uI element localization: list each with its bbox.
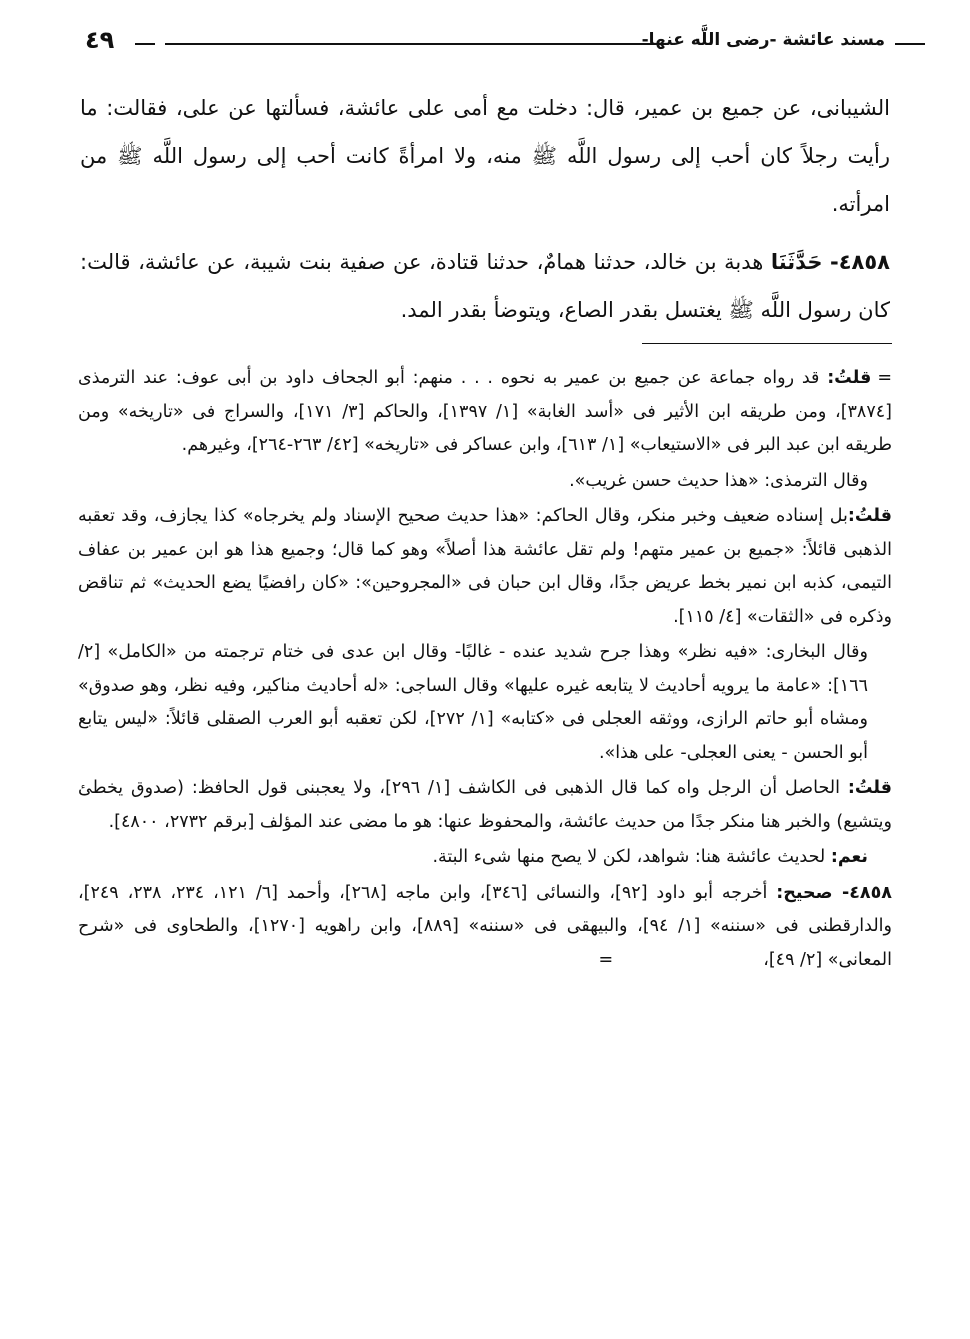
hadith-narration-word: حَدَّثَنَا xyxy=(770,250,823,274)
footnote-lead: قلتُ: xyxy=(847,506,892,526)
footnote-6 xyxy=(78,841,892,875)
footnote-text: الحاصل أن الرجل واه كما قال الذهبى فى الكاشف [١/ ٢٩٦]، ولا يعجبنى قول الحافظ: (صدوق يخطئ ويتشيع) والخبر هنا منكر جدًا من حديث عائشة، والمحفوظ عنها: هو ما مضى عند المؤلف [برقم ٢٧٣٢، ٤٨٠٠]. xyxy=(78,778,892,832)
footnote-lead: نعم: xyxy=(830,847,868,867)
footnote-text: أخرجه أبو داود [٩٢]، والنسائى [٣٤٦]، وابن ماجه [٢٦٨]، وأحمد [٦/ ١٢١، ٢٣٤، ٢٣٨، ٢٤٩]، والدارقطنى فى «سننه» [١/ ٩٤]، والبيهقى فى «سننه» [٨٨٩]، وابن راهويه [١٢٧٠]، والطحاوى فى «شرح المعانى» [٢/ ٤٩]، xyxy=(78,882,892,970)
footnote-divider xyxy=(642,343,892,344)
main-paragraph: الشيبانى، عن جميع بن عمير، قال: دخلت مع أمى على عائشة، فسألتها عن على، فقالت: ما رأيت رجلاً كان أحب إلى رسول اللَّه ﷺ منه، ولا امرأةً كانت أحب إلى رسول اللَّه ﷺ من امرأته. xyxy=(80,96,890,216)
continuation-mark: = xyxy=(877,368,892,388)
footnote-2 xyxy=(78,465,892,499)
hadith-number: ٤٨٥٨- xyxy=(830,250,890,274)
footnote-3 xyxy=(78,500,892,634)
footnote-text: وقال البخارى: «فيه نظر» وهذا جرح شديد عنده - غالبًا- وقال ابن عدى فى ختام ترجمته من «الكامل» [٢/ ١٦٦]: «عامة ما يرويه أحاديث لا يتابعه غيره عليها» وقال الساجى: «له أحاديث مناكير، وفيه نظر، وهو صدوق» ومشاه أبو حاتم الرازى، ووثقه العجلى فى «كتابه» [١/ ٢٧٢]، لكن تعقبه أبو العرب الصقلى قائلاً: «ليس يتابع أبو الحسن - يعنى العجلى- على هذا». xyxy=(78,642,868,763)
header-dash-left xyxy=(135,43,155,45)
header-rule xyxy=(165,43,655,45)
footnote-4 xyxy=(78,636,892,770)
footnote-text: بل إسناده ضعيف وخبر منكر، وقال الحاكم: «هذا حديث صحيح الإسناد ولم يخرجاه» كذا يجازف، وقد تعقبه الذهبى قائلاً: «جميع بن عمير متهم! ولم تقل عائشة هذا أصلاً» وهو كما قال؛ وجميع هذا هو ابن عمير بن عفاف التيمى، كذبه ابن نمير بخط عريض جدًا، وقال ابن حبان فى «المجروحين»: «كان رافضيًا يضع الحديث» ثم تناقض وذكره فى «الثقات» [٤/ ١١٥]. xyxy=(78,506,892,627)
footnote-text: قد رواه جماعة عن جميع بن عمير به نحوه . . . منهم: أبو الجحاف داود بن أبى عوف: عند الترمذى [٣٨٧٤]، ومن طريقه ابن الأثير فى «أسد الغابة» [١/ ١٣٩٧]، والحاكم [٣/ ١٧١]، والسراج فى «تاريخه» ومن طريقه ابن عبد البر فى «الاستيعاب» [١/ ٦١٣]، وابن عساكر فى «تاريخه» [٤٢/ ٢٦٣-٢٦٤]، وغيرهم. xyxy=(78,368,892,455)
hadith-text: هدبة بن خالد، حدثنا همامٌ، حدثنا قتادة، عن صفية بنت شيبة، عن عائشة، قالت: كان رسول اللَّه ﷺ يغتسل بقدر الصاع، ويتوضأ بقدر المد. xyxy=(80,250,890,322)
footnote-7 xyxy=(78,877,892,978)
page-number: ٤٩ xyxy=(85,26,115,54)
header-title: مسند عائشة -رضى اللَّه عنها- xyxy=(634,30,885,50)
footnote-lead: قلتُ: xyxy=(827,368,872,388)
continuation-mark: = xyxy=(598,949,614,970)
hadith-4858 xyxy=(80,238,890,334)
header-dash-right xyxy=(895,43,925,45)
running-header xyxy=(85,26,885,60)
footnote-lead: قلتُ: xyxy=(847,778,892,798)
footnote-text: وقال الترمذى: «هذا حديث حسن غريب». xyxy=(569,470,868,491)
main-text xyxy=(80,84,890,334)
footnote-lead: ٤٨٥٨- صحيح: xyxy=(776,882,892,903)
footnote-1 xyxy=(78,362,892,463)
footnote-text: لحديث عائشة هنا: شواهد، لكن لا يصح منها شىء البتة. xyxy=(432,847,826,867)
footnote-5 xyxy=(78,772,892,839)
footnotes xyxy=(78,362,892,979)
